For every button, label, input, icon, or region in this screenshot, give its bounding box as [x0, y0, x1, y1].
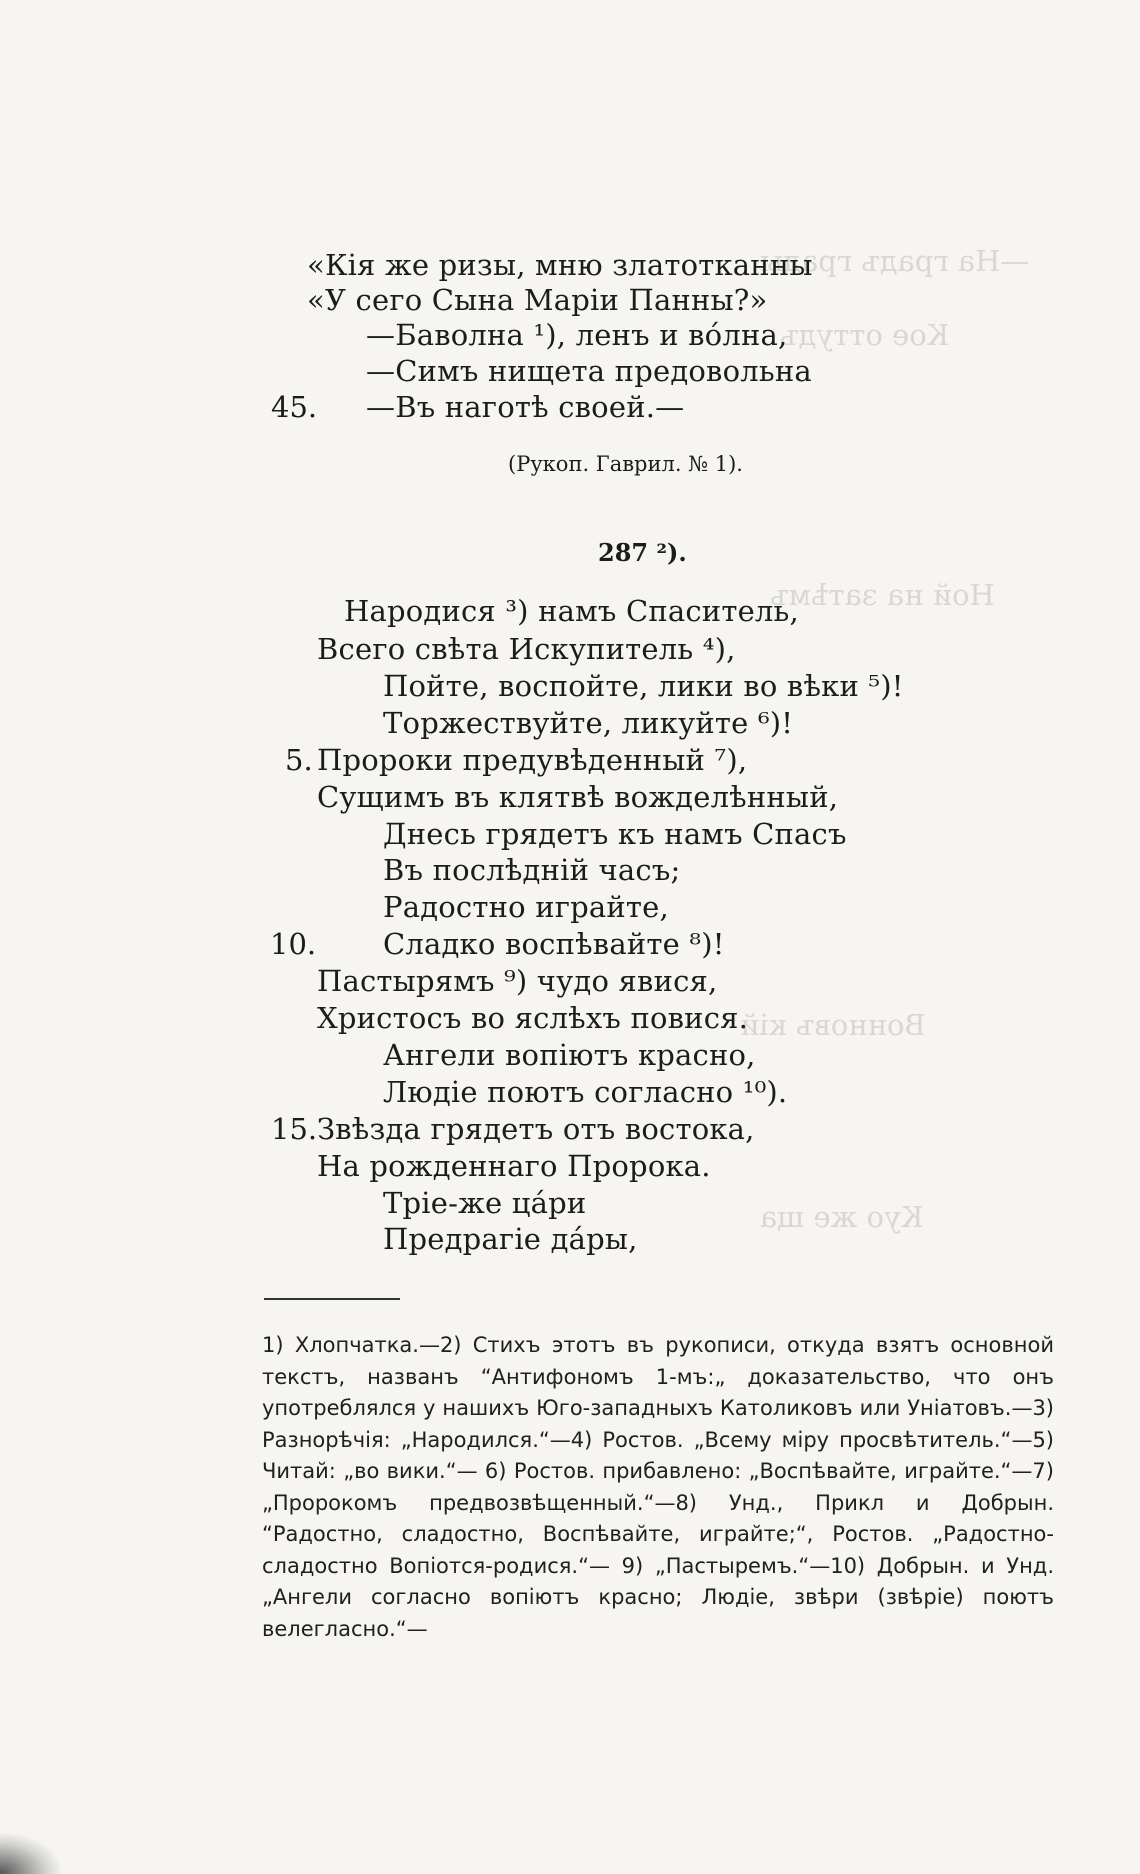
verse-line: —Баволна ¹), ленъ и во́лна, [366, 318, 788, 352]
scan-edge-shadow [0, 1834, 60, 1874]
bleed-through: Кое оттудъ [780, 318, 950, 352]
verse-line: Сущимъ въ клятвѣ вожделѣнный, [317, 780, 839, 814]
source-reference: (Рукоп. Гаврил. № 1). [508, 452, 743, 476]
song-heading: 287 ²). [598, 538, 687, 567]
verse-line: Сладко воспѣвайте ⁸)! [383, 927, 725, 961]
bleed-through: Ной на затѣмъ [770, 578, 995, 612]
verse-line: Всего свѣта Искупитель ⁴), [317, 632, 736, 666]
verse-number: 10. [270, 927, 317, 961]
verse-line: Торжествуйте, ликуйте ⁶)! [383, 706, 794, 740]
verse-line: Въ послѣдній часъ; [383, 853, 681, 887]
verse-line: Пастырямъ ⁹) чудо явися, [317, 964, 718, 998]
footnote-rule [264, 1298, 400, 1300]
footnotes: 1) Хлопчатка.—2) Стихъ этотъ въ рукописи, откуда взятъ основной текстъ, названъ “Антифономъ 1-мъ:„ доказательство, что онъ употреблялся у нашихъ Юго-западныхъ Католиковъ или Уніатовъ.—3) Разнорѣчія: „Народился.“—4) Ростов. „Всему міру просвѣтитель.“—5) Читай: „во вики.“— 6) Ростов. прибавлено: „Воспѣвайте, играйте.“—7) „Пророкомъ предвозвѣщенный.“—8) Унд., Прикл и Добрын. “Радостно, сладостно, Воспѣвайте, играйте;“, Ростов. „Радостно-сладостно Вопіотся-родися.“— 9) „Пастыремъ.“—10) Добрын. и Унд. „Ангели согласно вопіютъ красно; Людіе, звѣри (звѣріе) поютъ велегласно.“— [262, 1333, 1054, 1641]
verse-line: Ангели вопіютъ красно, [383, 1038, 756, 1072]
verse-line: Христосъ во яслѣхъ повися. [317, 1001, 749, 1035]
verse-line: «У сего Сына Маріи Панны?» [307, 283, 768, 317]
verse-line: Радостно играйте, [383, 890, 669, 924]
bleed-through: Вонновъ кій [740, 1008, 926, 1042]
verse-line: «Кія же ризы, мню златотканны [307, 248, 813, 282]
verse-line: Людіе поютъ согласно ¹⁰). [383, 1075, 788, 1109]
verse-line: На рожденнаго Пророка. [317, 1149, 711, 1183]
verse-line: Звѣзда грядетъ отъ востока, [317, 1112, 755, 1146]
verse-line: Предрагіе да́ры, [383, 1222, 638, 1256]
verse-line: Пойте, воспойте, лики во вѣки ⁵)! [383, 669, 904, 703]
bleed-through: Куо же ща [760, 1200, 924, 1234]
verse-number: 5. [285, 743, 313, 777]
verse-line: —Въ наготѣ своей.— [366, 390, 685, 424]
verse-number: 15. [271, 1112, 318, 1146]
verse-line: Тріе-же ца́ри [383, 1186, 587, 1220]
verse-line: Днесь грядетъ къ намъ Спасъ [383, 817, 847, 851]
verse-line: Пророки предувѣденный ⁷), [317, 743, 748, 777]
verse-line: Народися ³) намъ Спаситель, [344, 594, 799, 628]
verse-line: —Симъ нищета предовольна [366, 354, 812, 388]
bleed-through: —На градъ грады [760, 244, 1030, 278]
verse-number: 45. [271, 390, 318, 424]
